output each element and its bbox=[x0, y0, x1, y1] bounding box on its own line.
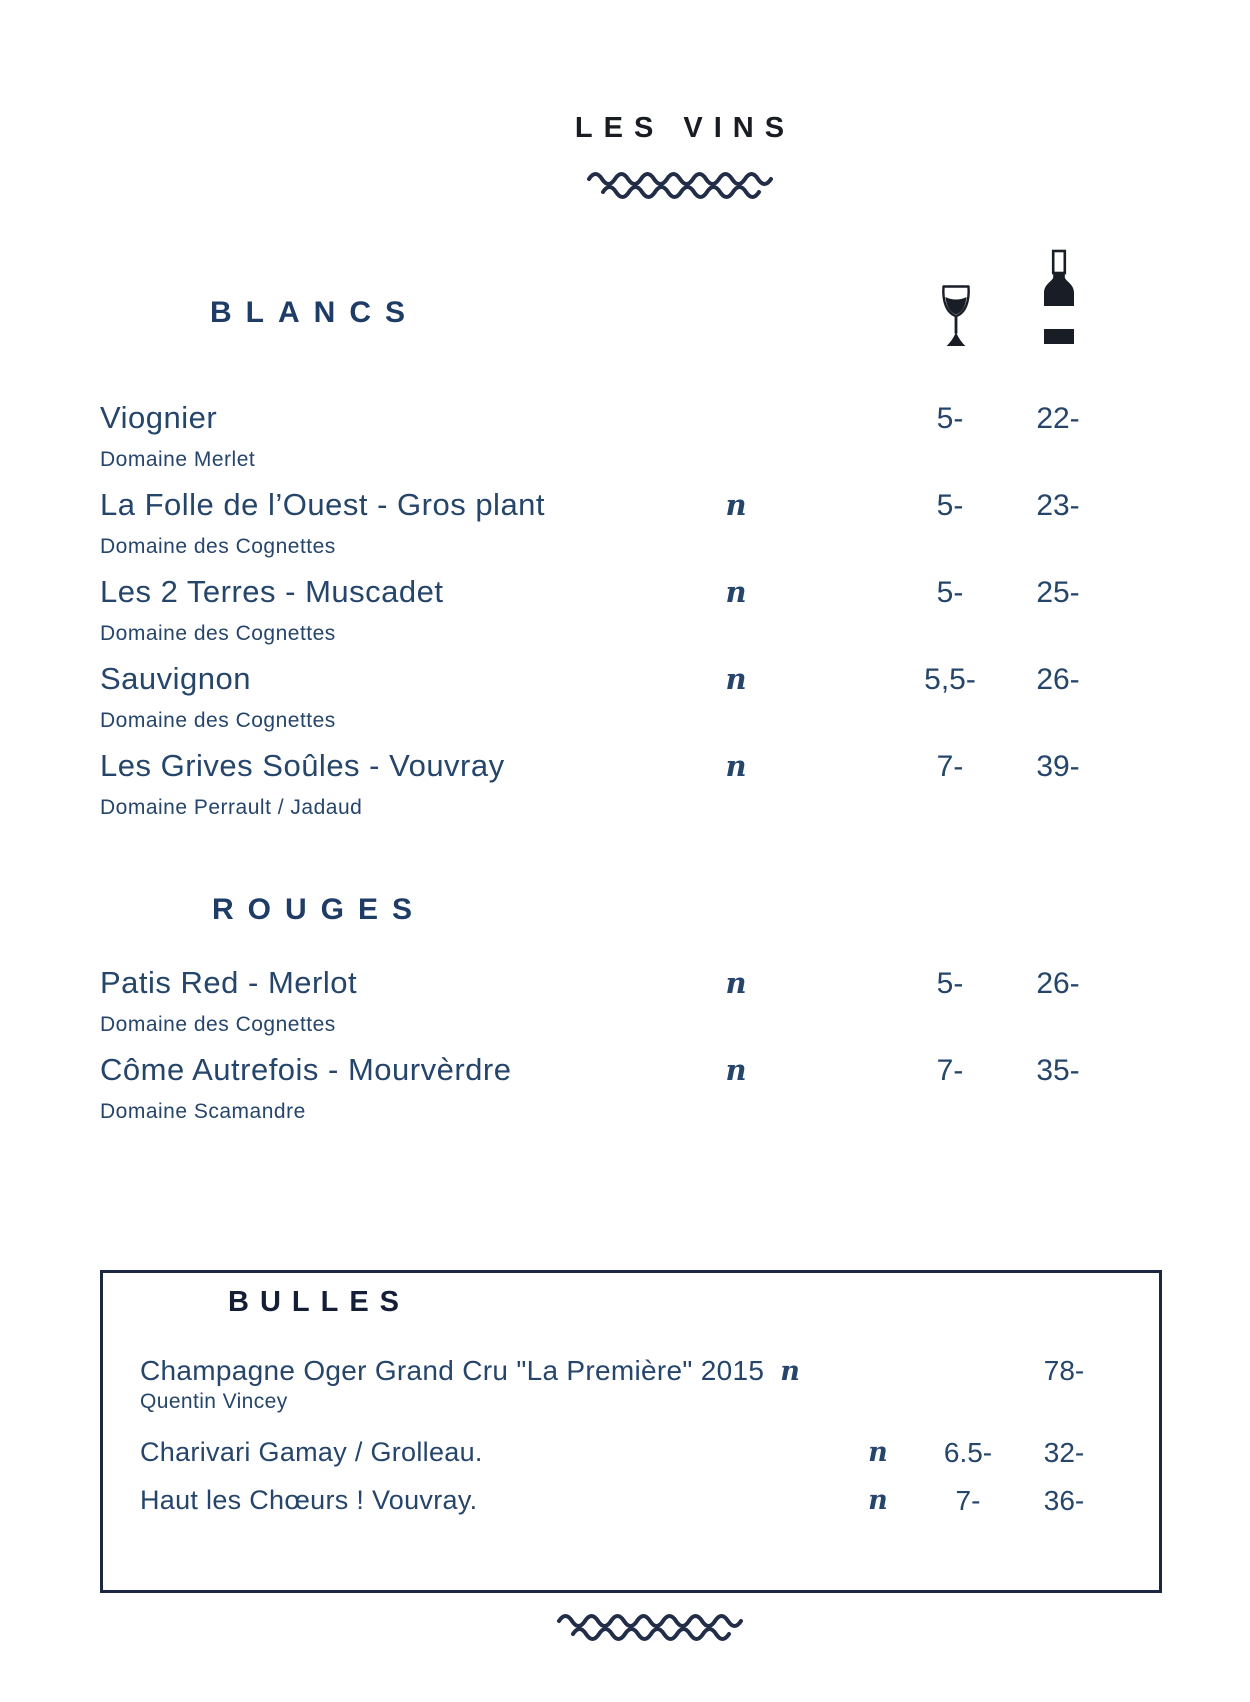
wine-domaine: Domaine des Cognettes bbox=[100, 622, 336, 645]
wine-row-la-folle bbox=[0, 487, 1250, 567]
section-header-bulles: BULLES bbox=[228, 1286, 410, 1318]
glass-price: 5- bbox=[936, 576, 964, 609]
wine-glass-icon bbox=[939, 284, 973, 350]
natural-wine-marker: n bbox=[725, 1053, 747, 1087]
glass-price: 5,5- bbox=[924, 663, 976, 696]
natural-wine-marker: n bbox=[725, 662, 747, 696]
bottle-price: 36- bbox=[1043, 1485, 1085, 1516]
wine-name: Côme Autrefois - Mourvèrdre bbox=[100, 1052, 512, 1087]
wine-domaine: Domaine Perrault / Jadaud bbox=[100, 796, 363, 819]
bottle-price: 78- bbox=[1043, 1355, 1085, 1386]
wine-name: Les 2 Terres - Muscadet bbox=[100, 574, 444, 609]
wine-name: Haut les Chœurs ! Vouvray. bbox=[140, 1485, 478, 1515]
wine-row-come-autrefois bbox=[0, 1052, 1250, 1132]
glass-price: 7- bbox=[936, 750, 964, 783]
wine-name-group bbox=[140, 1485, 477, 1516]
glass-price: 6.5- bbox=[943, 1437, 993, 1468]
wine-name: Viognier bbox=[100, 400, 218, 435]
glass-price: 5- bbox=[936, 489, 964, 522]
wine-name-group bbox=[140, 1437, 483, 1468]
wine-domaine: Domaine des Cognettes bbox=[100, 1013, 336, 1036]
wine-domaine: Domaine Scamandre bbox=[100, 1100, 306, 1123]
natural-wine-marker: n bbox=[725, 488, 747, 522]
wine-row-sauvignon bbox=[0, 661, 1250, 741]
bottle-price: 22- bbox=[1036, 402, 1080, 435]
glass-price: 5- bbox=[936, 402, 964, 435]
wine-name: Patis Red - Merlot bbox=[100, 965, 358, 1000]
bottle-price: 23- bbox=[1036, 489, 1080, 522]
wine-row-les-2-terres bbox=[0, 574, 1250, 654]
wine-name-group bbox=[140, 1355, 800, 1387]
glass-price: 5- bbox=[936, 967, 964, 1000]
bottle-price: 35- bbox=[1036, 1054, 1080, 1087]
wine-name: Les Grives Soûles - Vouvray bbox=[100, 748, 505, 783]
natural-wine-marker: n bbox=[725, 575, 747, 609]
wine-domaine: Domaine des Cognettes bbox=[100, 709, 336, 732]
wavy-divider-icon bbox=[583, 166, 783, 202]
section-header-rouges: ROUGES bbox=[212, 893, 427, 926]
natural-wine-marker: n bbox=[780, 1356, 800, 1387]
wine-bottle-icon bbox=[1040, 249, 1078, 347]
natural-wine-marker: n bbox=[868, 1437, 888, 1468]
glass-price: 7- bbox=[936, 1054, 964, 1087]
glass-price: 7- bbox=[955, 1485, 981, 1516]
wine-name: La Folle de l’Ouest - Gros plant bbox=[100, 487, 546, 522]
wine-name: Champagne Oger Grand Cru "La Première" 2015 bbox=[140, 1355, 765, 1386]
natural-wine-marker: n bbox=[725, 966, 747, 1000]
wine-name: Charivari Gamay / Grolleau. bbox=[140, 1437, 483, 1467]
wine-row-haut-les-choeurs bbox=[0, 1485, 1250, 1535]
wine-row-les-grives bbox=[0, 748, 1250, 828]
section-header-blancs: BLANCS bbox=[210, 296, 419, 329]
wine-name: Sauvignon bbox=[100, 661, 252, 696]
bottle-price: 39- bbox=[1036, 750, 1080, 783]
wine-domaine: Quentin Vincey bbox=[140, 1390, 288, 1413]
natural-wine-marker: n bbox=[868, 1485, 888, 1516]
wine-row-patis-red bbox=[0, 965, 1250, 1045]
wavy-divider-icon bbox=[553, 1608, 753, 1644]
bottle-price: 32- bbox=[1043, 1437, 1085, 1468]
wine-domaine: Domaine des Cognettes bbox=[100, 535, 336, 558]
bottle-price: 26- bbox=[1036, 967, 1080, 1000]
wine-row-viognier bbox=[0, 400, 1250, 480]
bottle-price: 26- bbox=[1036, 663, 1080, 696]
natural-wine-marker: n bbox=[725, 749, 747, 783]
bottle-price: 25- bbox=[1036, 576, 1080, 609]
wine-domaine: Domaine Merlet bbox=[100, 448, 256, 471]
page-title: LES VINS bbox=[574, 112, 796, 144]
wine-row-charivari bbox=[0, 1437, 1250, 1487]
